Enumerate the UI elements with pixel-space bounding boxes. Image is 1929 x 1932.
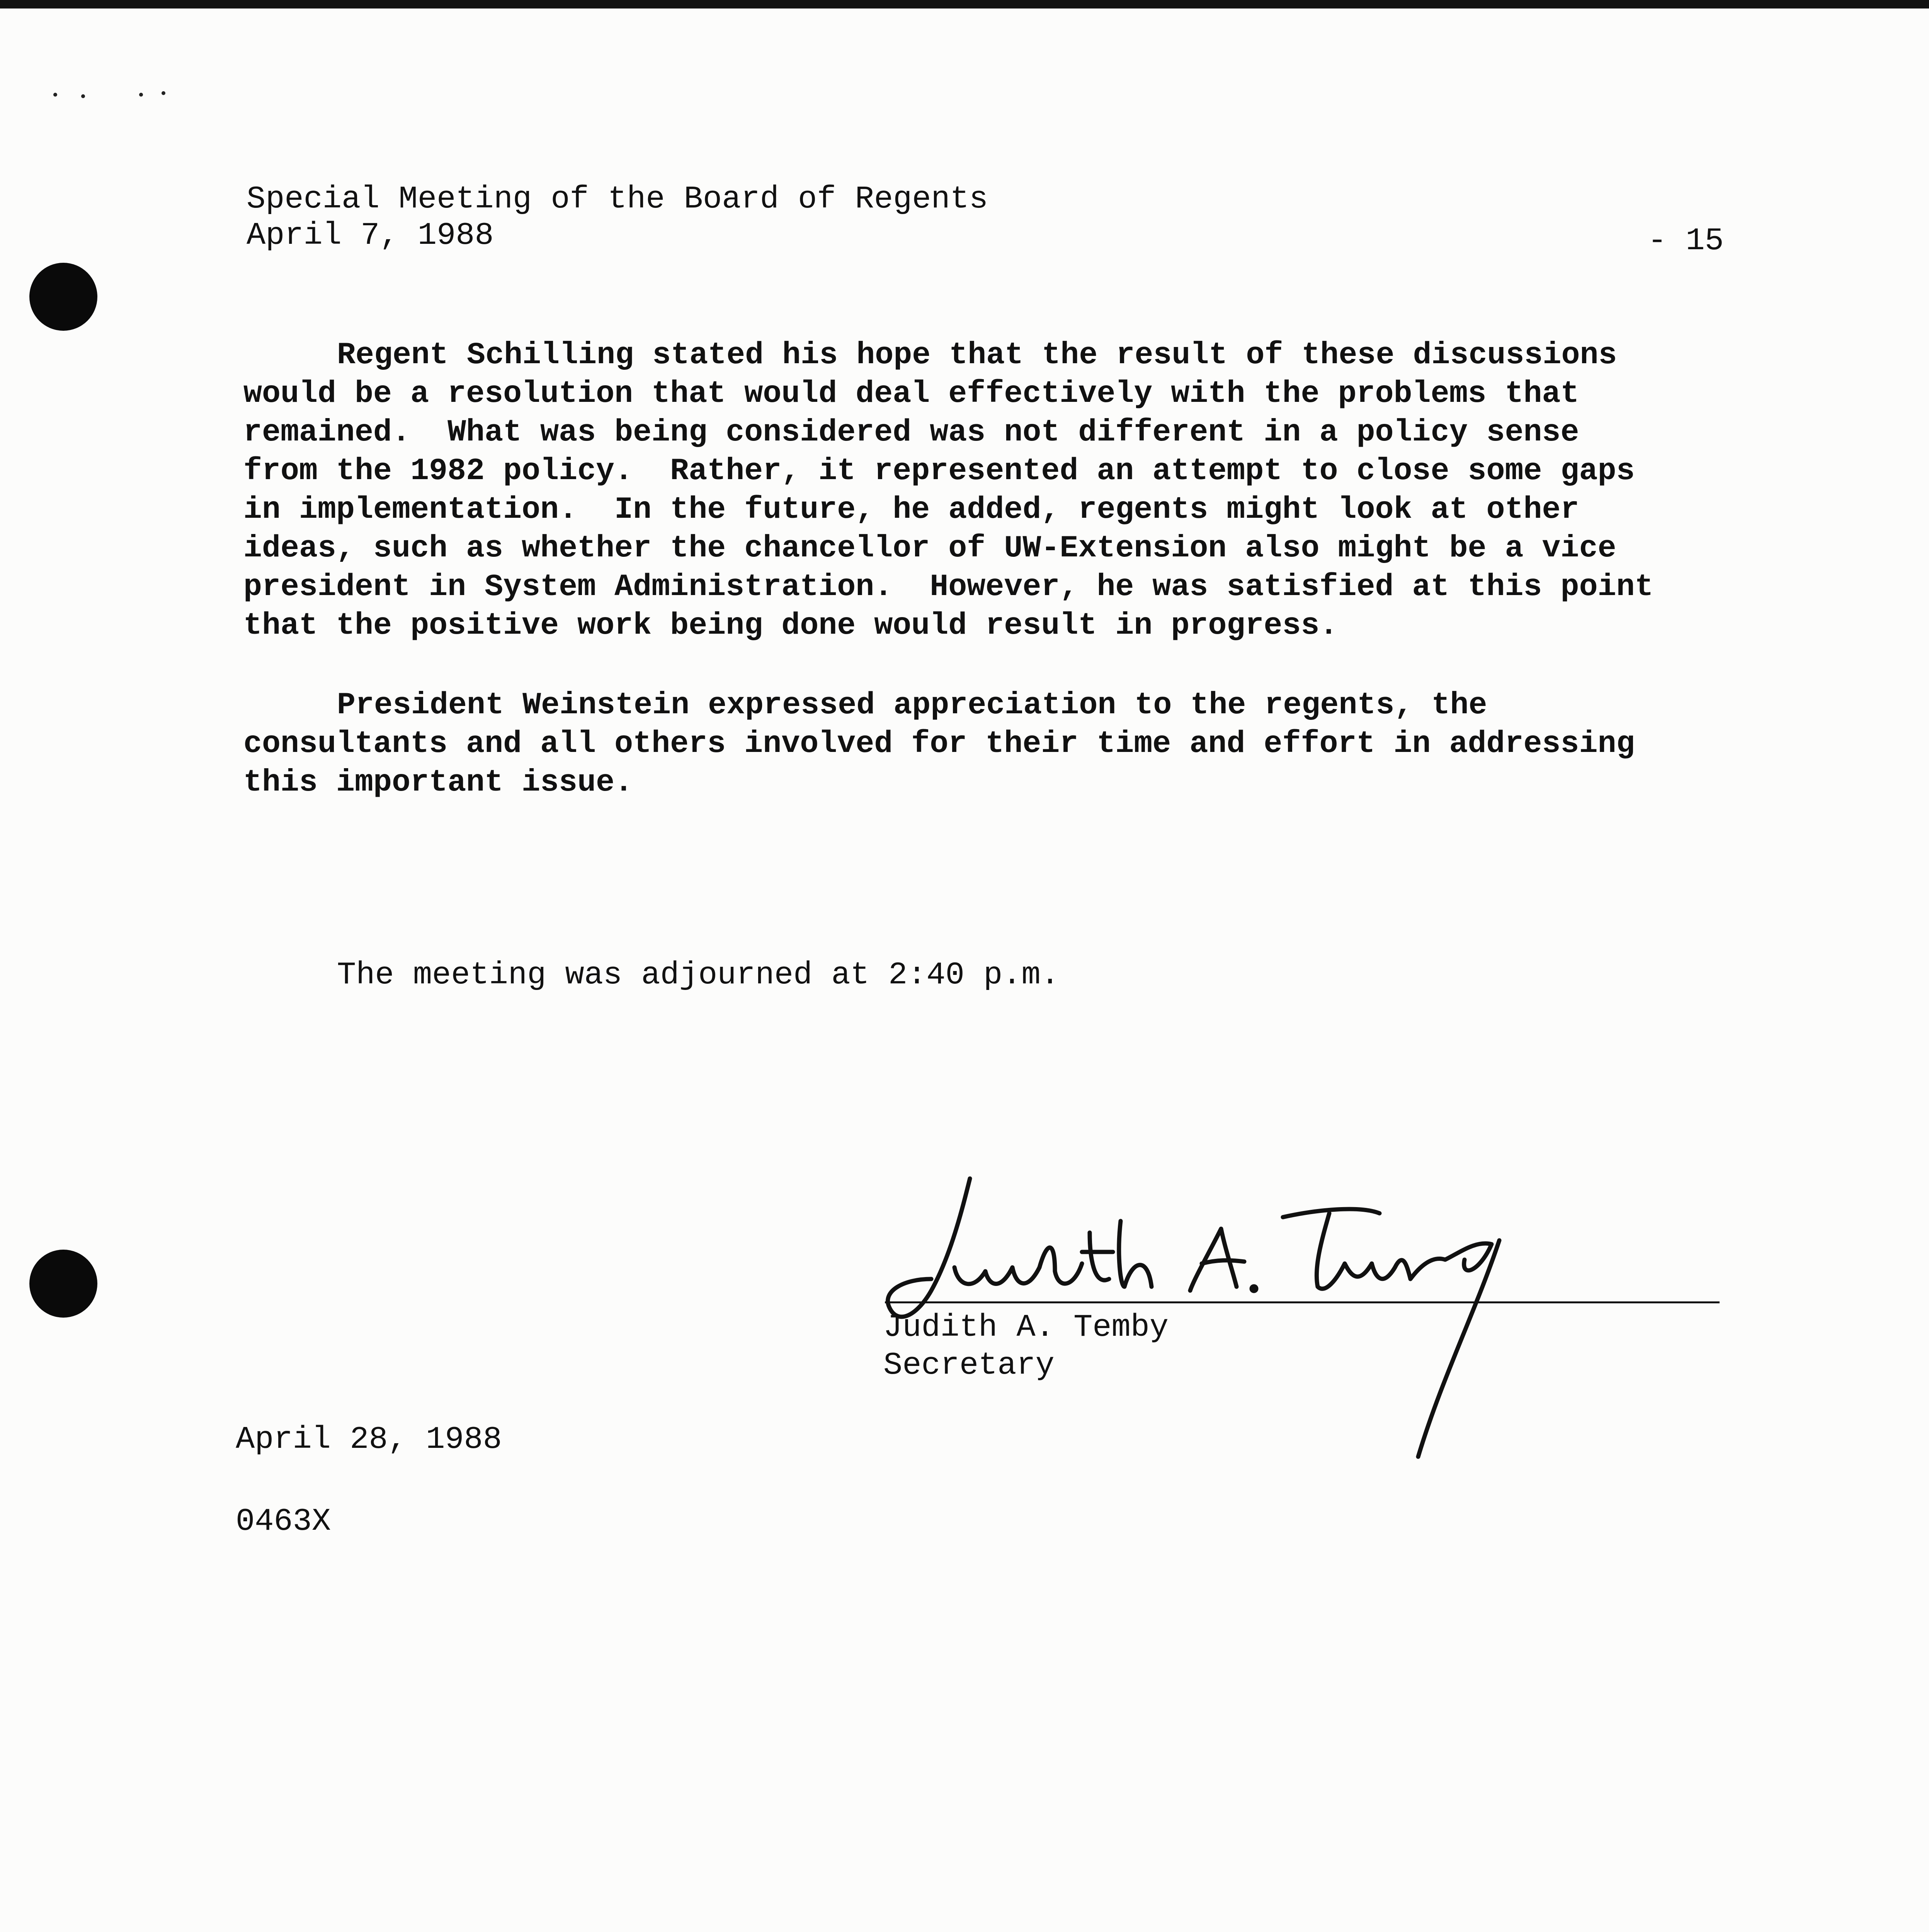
scan-speck xyxy=(81,94,85,98)
signatory-title: Secretary xyxy=(883,1347,1055,1383)
binder-hole-top xyxy=(29,263,97,331)
scan-speck xyxy=(53,93,57,97)
signatory-name: Judith A. Temby xyxy=(883,1310,1169,1345)
header-date: April 7, 1988 xyxy=(247,218,494,253)
paragraph-line: would be a resolution that would deal effectively with the problems that xyxy=(243,376,1579,412)
scan-speck xyxy=(162,91,165,95)
binder-hole-middle xyxy=(29,1250,97,1318)
paragraph-weinstein xyxy=(243,686,1720,802)
scan-speck xyxy=(139,93,143,97)
adjournment-line: The meeting was adjourned at 2:40 p.m. xyxy=(337,957,1060,993)
header-title: Special Meeting of the Board of Regents xyxy=(247,181,988,217)
scan-top-edge xyxy=(0,0,1929,9)
paragraph-line: ideas, such as whether the chancellor of UW-Extension also might be a vice xyxy=(243,531,1616,566)
footer-date: April 28, 1988 xyxy=(236,1422,502,1458)
paragraph-line: President Weinstein expressed appreciation to the regents, the xyxy=(337,688,1487,723)
signature-line xyxy=(885,1301,1720,1303)
paragraph-line: that the positive work being done would result in progress. xyxy=(243,608,1338,643)
paragraph-schilling xyxy=(243,336,1720,645)
document-code: 0463X xyxy=(236,1503,331,1539)
paragraph-line: in implementation. In the future, he added, regents might look at other xyxy=(243,492,1579,527)
paragraph-line: Regent Schilling stated his hope that the result of these discussions xyxy=(337,338,1617,373)
paragraph-line: president in System Administration. However, he was satisfied at this point xyxy=(243,570,1653,605)
paragraph-line: consultants and all others involved for their time and effort in addressing xyxy=(243,726,1635,762)
paragraph-line: from the 1982 policy. Rather, it represented an attempt to close some gaps xyxy=(243,454,1635,489)
paragraph-line: remained. What was being considered was not different in a policy sense xyxy=(243,415,1579,450)
paragraph-line: this important issue. xyxy=(243,765,633,800)
page-number: - 15 xyxy=(1648,223,1724,259)
